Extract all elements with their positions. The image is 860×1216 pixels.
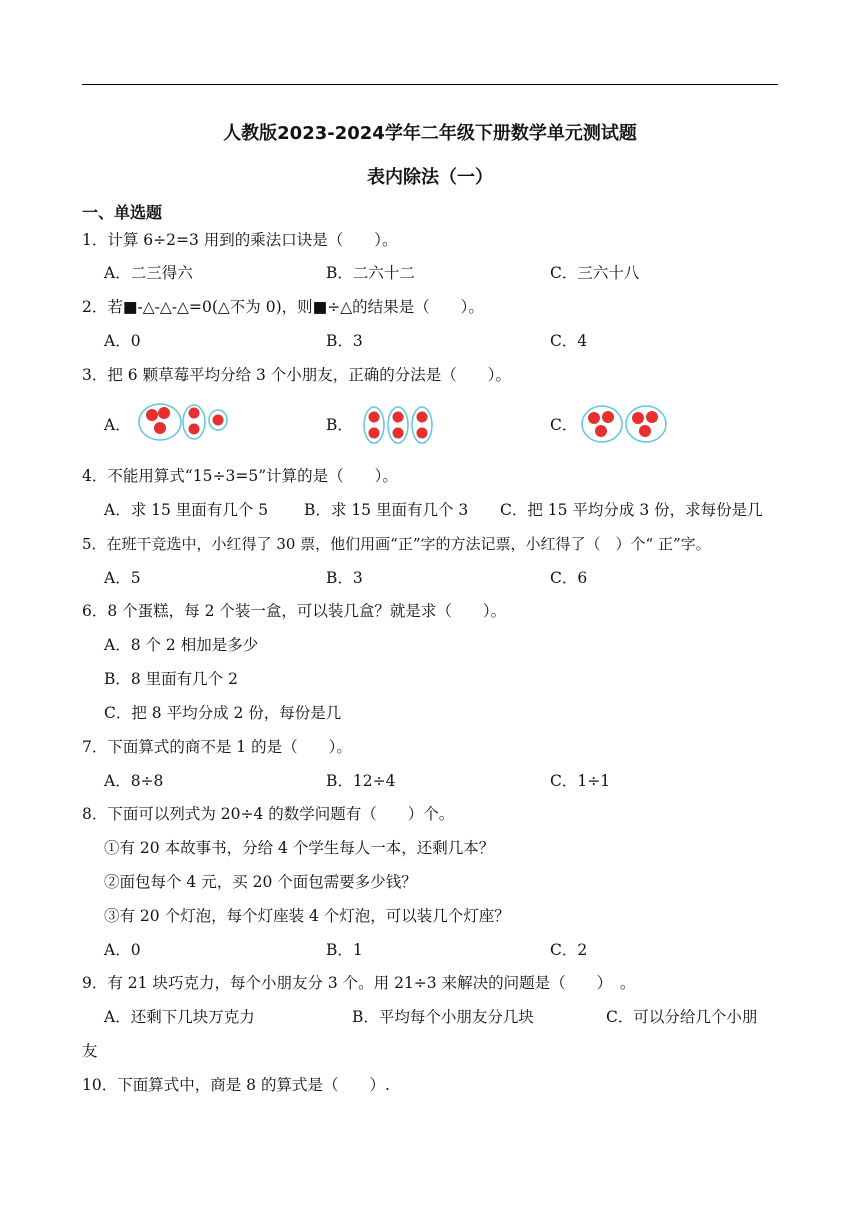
q9-option-b: B．平均每个小朋友分几块 (352, 1008, 534, 1026)
q8-item-3: ③有 20 个灯泡，每个灯座装 4 个灯泡，可以装几个灯座？ (104, 907, 510, 925)
question-2: 2．若■-△-△-△=0(△不为 0)，则■÷△的结果是（ ）。 (82, 298, 484, 316)
strawberry-group-c-image (580, 402, 670, 446)
q2-option-a: A．0 (104, 332, 141, 350)
q9-option-c: C．可以分给几个小朋 (606, 1008, 758, 1026)
q2-option-b: B．3 (326, 332, 363, 350)
question-9: 9．有 21 块巧克力，每个小朋友分 3 个。用 21÷3 来解决的问题是（ ） 。 (82, 974, 636, 992)
q5-option-c: C．6 (550, 569, 588, 587)
q4-option-a: A．求 15 里面有几个 5 (104, 501, 269, 519)
q4-option-c: C．把 15 平均分成 3 份，求每份是几 (500, 501, 763, 519)
question-3: 3．把 6 颗草莓平均分给 3 个小朋友，正确的分法是（ ）。 (82, 366, 512, 384)
q1-option-a: A．二三得六 (104, 264, 193, 282)
q8-item-2: ②面包每个 4 元，买 20 个面包需要多少钱？ (104, 873, 417, 891)
q1-option-c: C．三六十八 (550, 264, 640, 282)
question-6: 6．8 个蛋糕，每 2 个装一盒，可以装几盒？就是求（ ）。 (82, 602, 507, 620)
question-7: 7．下面算式的商不是 1 的是（ ）。 (82, 738, 352, 756)
q2-option-c: C．4 (550, 332, 588, 350)
strawberry-group-b-image (360, 404, 436, 446)
header-rule (82, 84, 778, 85)
question-10: 10．下面算式中，商是 8 的算式是（ ）. (82, 1076, 390, 1094)
question-8: 8．下面可以列式为 20÷4 的数学问题有（ ）个。 (82, 805, 455, 823)
q7-option-a: A．8÷8 (104, 772, 164, 790)
q8-item-1: ①有 20 本故事书，分给 4 个学生每人一本，还剩几本？ (104, 839, 495, 857)
q9-option-a: A．还剩下几块万克力 (104, 1008, 255, 1026)
q3-option-c: C． (550, 416, 578, 434)
q7-option-c: C．1÷1 (550, 772, 611, 790)
q5-option-b: B．3 (326, 569, 363, 587)
q8-option-c: C．2 (550, 941, 588, 959)
q6-option-b: B．8 里面有几个 2 (104, 670, 238, 688)
q9-option-c-wrap: 友 (82, 1042, 98, 1060)
q6-option-c: C．把 8 平均分成 2 份，每份是几 (104, 704, 342, 722)
q8-option-a: A．0 (104, 941, 141, 959)
q5-option-a: A．5 (104, 569, 141, 587)
page-subtitle: 表内除法（一） (367, 167, 493, 188)
question-5: 5．在班干竞选中，小红得了 30 票，他们用画“正”字的方法记票，小红得了（ ）个“ 正”字。 (82, 535, 711, 553)
q7-option-b: B．12÷4 (326, 772, 396, 790)
q8-option-b: B．1 (326, 941, 363, 959)
q6-option-a: A．8 个 2 相加是多少 (104, 636, 259, 654)
q1-option-b: B．二六十二 (326, 264, 415, 282)
question-1: 1．计算 6÷2=3 用到的乘法口诀是（ ）。 (82, 231, 398, 249)
q3-option-a: A． (104, 416, 131, 434)
q4-option-b: B．求 15 里面有几个 3 (304, 501, 469, 519)
page-title: 人教版2023-2024学年二年级下册数学单元测试题 (223, 123, 637, 144)
strawberry-group-a-image (136, 400, 232, 444)
section-title: 一、单选题 (82, 203, 163, 222)
q3-option-b: B． (326, 416, 353, 434)
question-4: 4．不能用算式“15÷3=5”计算的是（ ）。 (82, 467, 398, 485)
